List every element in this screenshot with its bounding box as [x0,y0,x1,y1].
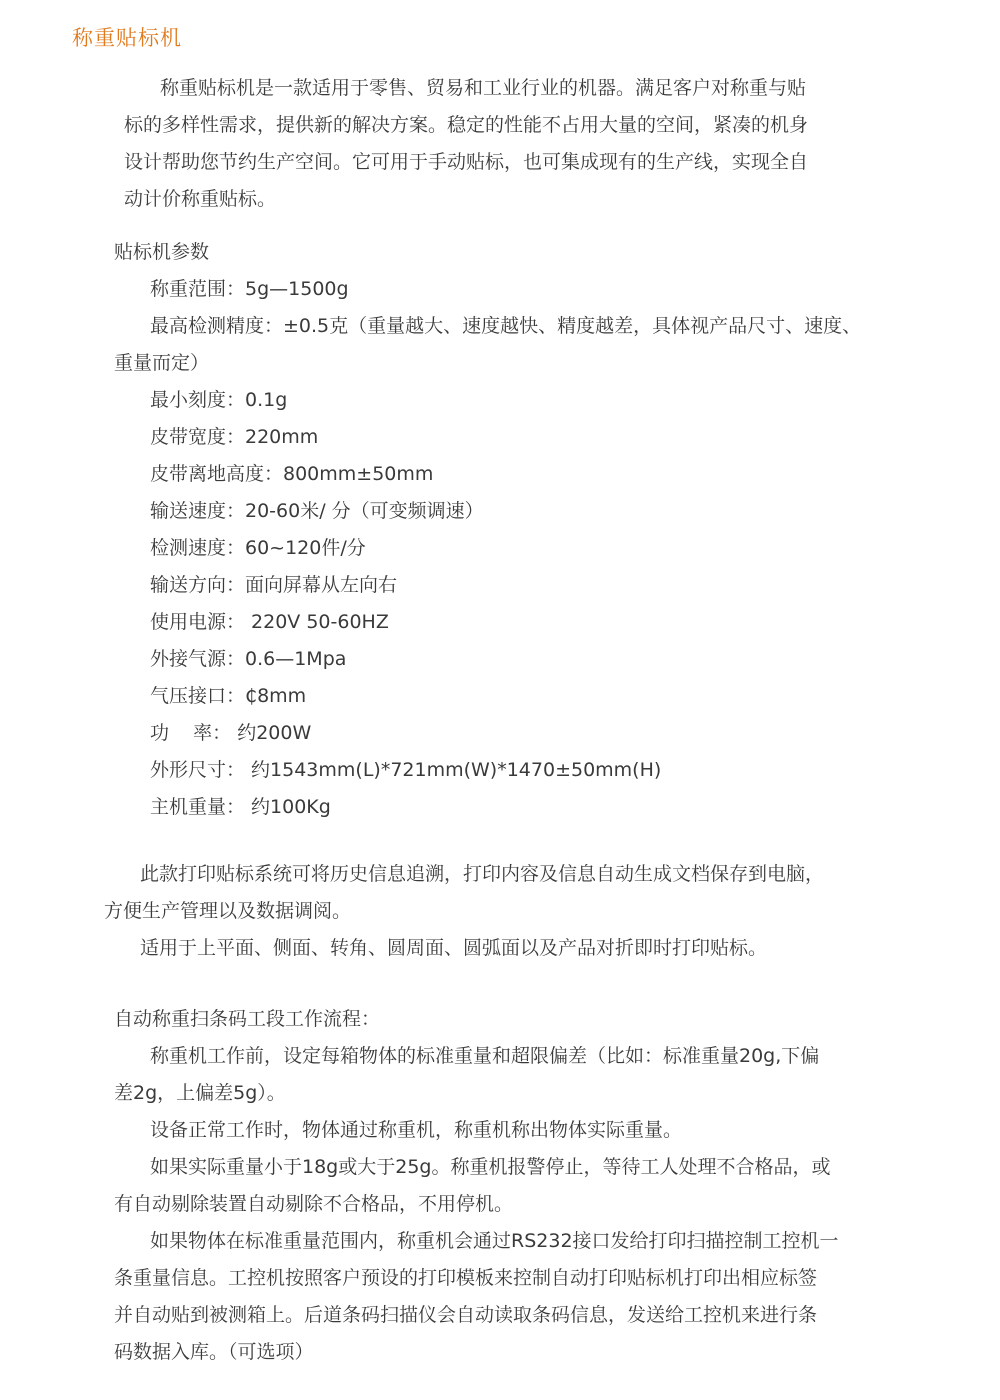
system-line: 方便生产管理以及数据调阅。 [104,900,352,922]
intro-line: 称重贴标机是一款适用于零售、贸易和工业行业的机器。满足客户对称重与贴 [160,77,807,99]
intro-paragraph [0,70,808,218]
workflow-line: 如果物体在标准重量范围内，称重机会通过RS232接口发给打印扫描控制工控机一 [150,1230,839,1252]
param-line: 皮带离地高度：800mm±50mm [150,463,434,485]
param-line: 主机重量： 约100Kg [150,796,331,818]
param-line: 最高检测精度：±0.5克（重量越大、速度越快、精度越差，具体视产品尺寸、速度、 [150,315,862,337]
workflow-line: 设备正常工作时，物体通过称重机，称重机称出物体实际重量。 [150,1119,683,1141]
param-line: 外形尺寸： 约1543mm(L)*721mm(W)*1470±50mm(H) [150,759,662,781]
system-line: 适用于上平面、侧面、转角、圆周面、圆弧面以及产品对折即时打印贴标。 [140,937,768,959]
intro-line: 标的多样性需求，提供新的解决方案。稳定的性能不占用大量的空间，紧凑的机身 [124,114,809,136]
param-line: 输送方向：面向屏幕从左向右 [150,574,398,596]
param-line: 称重范围：5g—1500g [150,278,349,300]
system-paragraph [0,856,824,967]
workflow-line: 称重机工作前，设定每箱物体的标准重量和超限偏差（比如：标准重量20g,下偏 [150,1045,820,1067]
param-line: 输送速度：20-60米/ 分（可变频调速） [150,500,484,522]
workflow-line: 条重量信息。工控机按照客户预设的打印模板来控制自动打印贴标机打印出相应标签 [114,1267,818,1289]
workflow-heading: 自动称重扫条码工段工作流程： [114,1008,381,1030]
workflow-list [0,1038,839,1371]
param-line: 重量而定） [114,352,210,374]
workflow-line: 并自动贴到被测箱上。后道条码扫描仪会自动读取条码信息，发送给工控机来进行条 [114,1304,818,1326]
param-line: 皮带宽度：220mm [150,426,319,448]
param-line: 检测速度：60~120件/分 [150,537,366,559]
workflow-line: 码数据入库。（可选项） [114,1341,314,1363]
param-line: 使用电源： 220V 50-60HZ [150,611,389,633]
intro-line: 设计帮助您节约生产空间。它可用于手动贴标，也可集成现有的生产线，实现全自 [124,151,809,173]
page-title: 称重贴标机 [72,26,182,50]
param-line: 外接气源：0.6—1Mpa [150,648,347,670]
params-heading: 贴标机参数 [114,241,210,263]
system-line: 此款打印贴标系统可将历史信息追溯，打印内容及信息自动生成文档保存到电脑， [140,863,825,885]
param-line: 功 率： 约200W [150,722,312,744]
param-line: 最小刻度：0.1g [150,389,288,411]
params-list [0,271,861,826]
workflow-line: 如果实际重量小于18g或大于25g。称重机报警停止，等待工人处理不合格品，或 [150,1156,831,1178]
workflow-line: 有自动剔除装置自动剔除不合格品，不用停机。 [114,1193,514,1215]
param-line: 气压接口：₵8mm [150,685,307,707]
intro-line: 动计价称重贴标。 [124,188,277,210]
workflow-line: 差2g，上偏差5g）。 [114,1082,286,1104]
